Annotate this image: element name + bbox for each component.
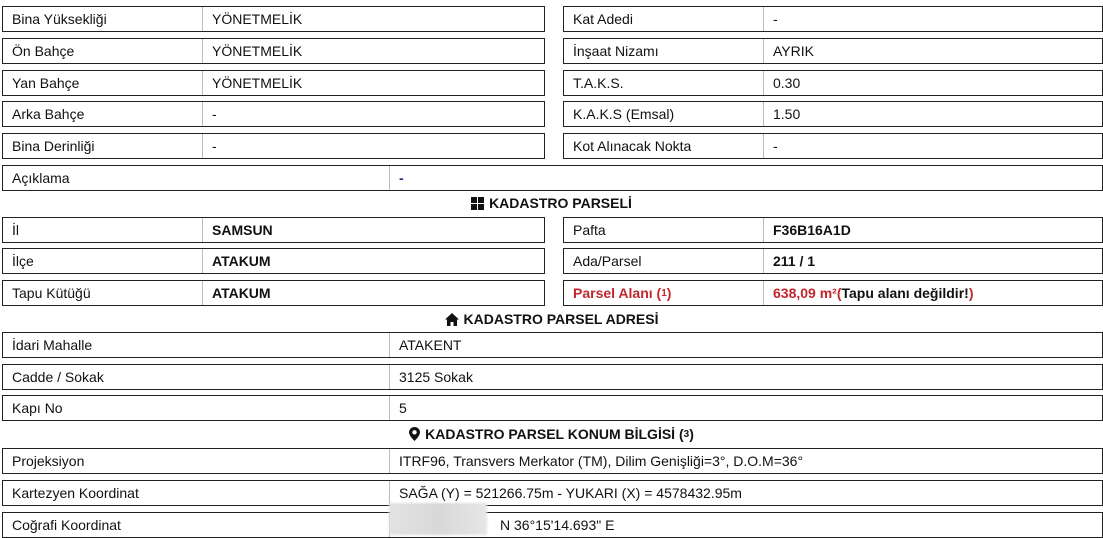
row-yan-bahce: [2, 70, 545, 96]
section-kadastro-parseli: [0, 192, 1103, 214]
row-value: ATAKENT: [399, 337, 462, 353]
row-bina-yuksekligi: [2, 6, 545, 32]
row-label: Açıklama: [3, 166, 390, 190]
row-value: YÖNETMELİK: [212, 11, 303, 27]
row-label: Ön Bahçe: [3, 39, 203, 63]
note-close: ): [968, 285, 974, 301]
row-label: İdari Mahalle: [3, 333, 390, 357]
row-label: Kot Alınacak Nokta: [564, 134, 764, 158]
section-title: KADASTRO PARSELİ: [489, 195, 632, 211]
row-cografi-koordinat: [2, 512, 1103, 538]
row-value: 0.30: [773, 75, 801, 91]
grid-icon: [471, 197, 484, 210]
row-kaks: [563, 101, 1103, 127]
section-title: KADASTRO PARSEL KONUM BİLGİSİ (: [425, 426, 684, 442]
row-value: 1.50: [773, 106, 801, 122]
row-value: YÖNETMELİK: [212, 75, 303, 91]
row-label: T.A.K.S.: [564, 71, 764, 95]
row-value: [764, 281, 973, 305]
row-label: Cadde / Sokak: [3, 365, 390, 389]
row-kapi-no: [2, 395, 1103, 421]
row-label: Kapı No: [3, 396, 390, 420]
row-value: F36B16A1D: [773, 222, 851, 238]
parsel-alani-note: Tapu alanı değildir!: [841, 285, 969, 301]
row-value: -: [212, 138, 217, 154]
parsel-alani-label: Parsel Alanı (: [573, 285, 662, 301]
row-kot-alinacak-nokta: [563, 133, 1103, 159]
section-konum-bilgisi: [0, 423, 1103, 445]
home-icon: [445, 313, 459, 326]
row-label: Coğrafi Koordinat: [3, 513, 390, 537]
row-value: ITRF96, Transvers Merkator (TM), Dilim Genişliği=3°, D.O.M=36°: [399, 453, 804, 469]
row-il: [2, 217, 545, 243]
section-title-end: ): [689, 426, 694, 442]
row-label: Bina Derinliği: [3, 134, 203, 158]
row-insaat-nizami: [563, 38, 1103, 64]
row-label: Pafta: [564, 218, 764, 242]
row-value: 3125 Sokak: [399, 369, 473, 385]
row-value: 5: [399, 400, 407, 416]
row-tapu-kutugu: [2, 280, 545, 306]
row-value: -: [212, 106, 217, 122]
row-label: İlçe: [3, 249, 203, 273]
row-label: Projeksiyon: [3, 449, 390, 473]
row-cadde-sokak: [2, 364, 1103, 390]
row-ilce: [2, 248, 545, 274]
row-idari-mahalle: [2, 332, 1103, 358]
row-value: N 36°15'14.693" E: [500, 517, 615, 533]
map-pin-icon: [409, 427, 420, 441]
row-value: SAĞA (Y) = 521266.75m - YUKARI (X) = 4578432.95m: [399, 485, 742, 501]
row-value: -: [773, 138, 778, 154]
row-projeksiyon: [2, 448, 1103, 474]
row-label: Bina Yüksekliği: [3, 7, 203, 31]
row-label: İl: [3, 218, 203, 242]
row-arka-bahce: [2, 101, 545, 127]
row-on-bahce: [2, 38, 545, 64]
row-aciklama: [2, 165, 1103, 191]
footnote-marker: 1: [661, 287, 667, 299]
row-value: ATAKUM: [212, 285, 271, 301]
redaction-blur: [389, 503, 487, 535]
row-label: Ada/Parsel: [564, 249, 764, 273]
section-title: KADASTRO PARSEL ADRESİ: [463, 311, 659, 327]
row-label: İnşaat Nizamı: [564, 39, 764, 63]
row-label: Yan Bahçe: [3, 71, 203, 95]
row-value: -: [773, 11, 778, 27]
row-parsel-alani: [563, 280, 1103, 306]
row-value: AYRIK: [773, 43, 814, 59]
row-label: Kat Adedi: [564, 7, 764, 31]
row-label: Arka Bahçe: [3, 102, 203, 126]
row-value: 211 / 1: [773, 253, 816, 269]
row-taks: [563, 70, 1103, 96]
parsel-alani-value: 638,09 m²: [773, 285, 837, 301]
row-label: [564, 281, 764, 305]
row-value: ATAKUM: [212, 253, 271, 269]
row-label: Kartezyen Koordinat: [3, 481, 390, 505]
row-value: SAMSUN: [212, 222, 273, 238]
row-bina-derinligi: [2, 133, 545, 159]
row-label: Tapu Kütüğü: [3, 281, 203, 305]
row-kartezyen-koordinat: [2, 480, 1103, 506]
row-pafta: [563, 217, 1103, 243]
row-kat-adedi: [563, 6, 1103, 32]
parsel-alani-label-end: ): [666, 285, 672, 301]
note-open: (: [836, 285, 842, 301]
row-value: -: [399, 170, 404, 186]
row-ada-parsel: [563, 248, 1103, 274]
row-value: YÖNETMELİK: [212, 43, 303, 59]
section-parsel-adresi: [0, 308, 1103, 330]
row-label: K.A.K.S (Emsal): [564, 102, 764, 126]
footnote-marker: 3: [683, 428, 690, 440]
